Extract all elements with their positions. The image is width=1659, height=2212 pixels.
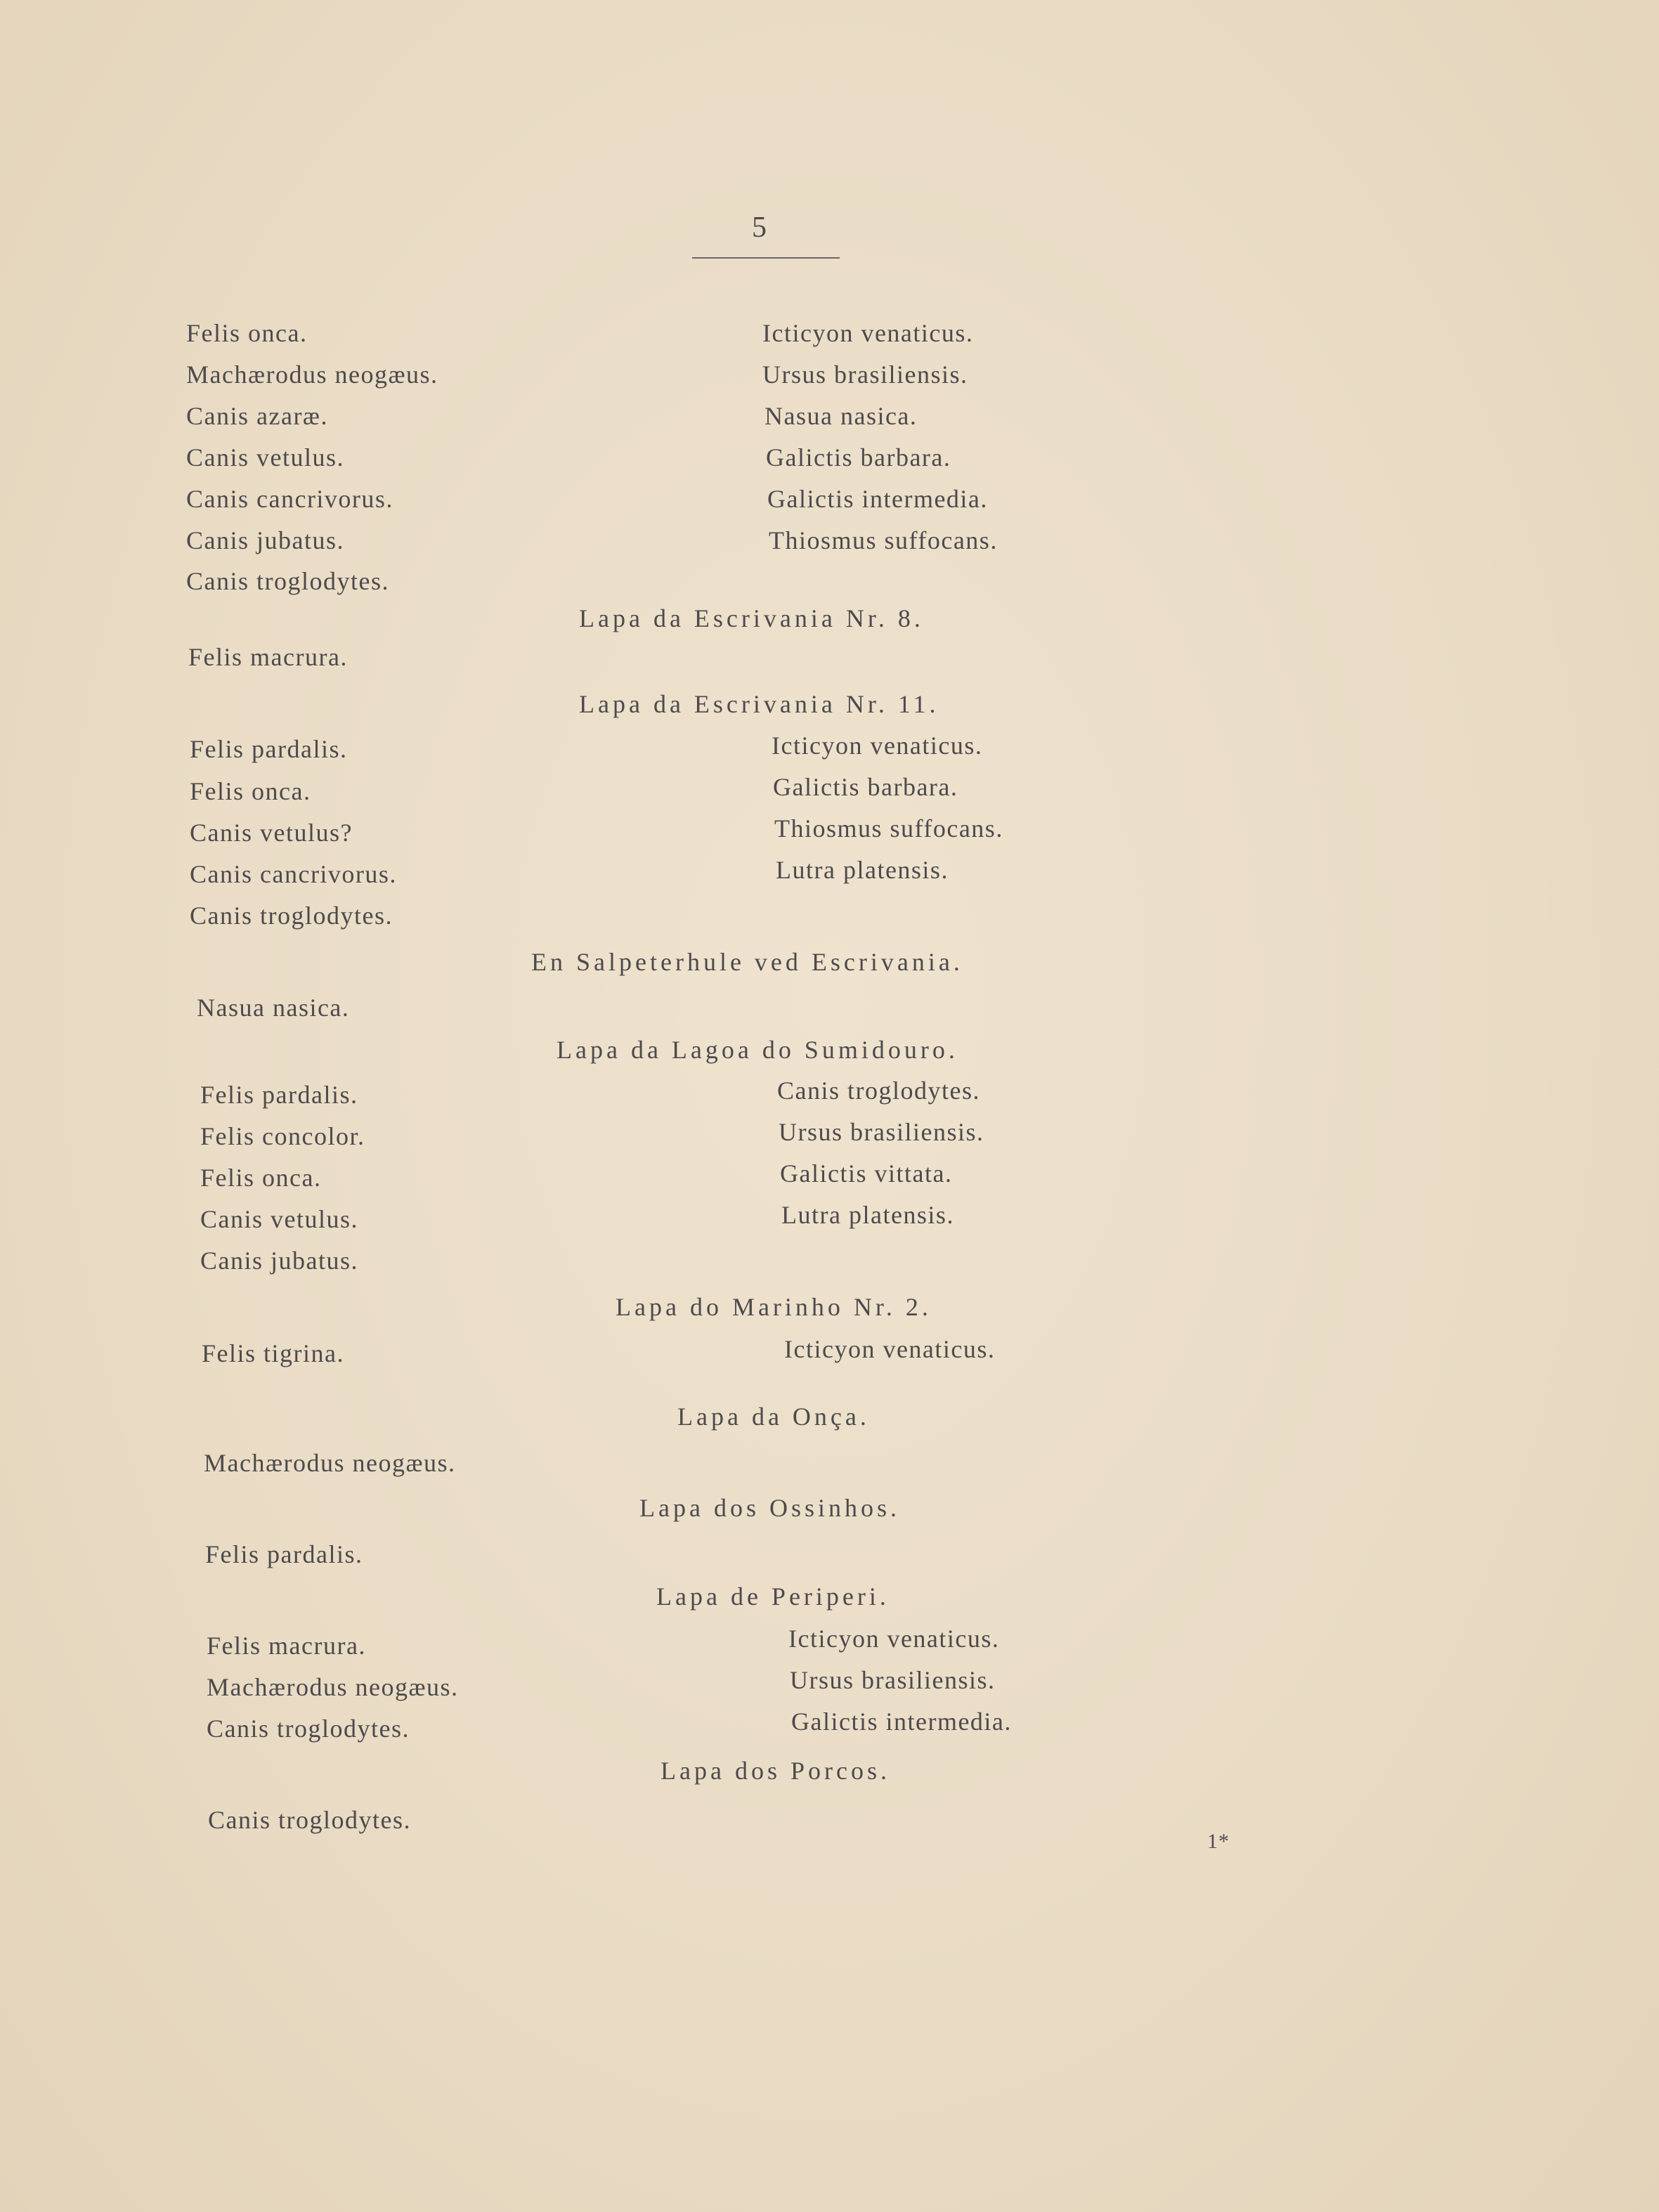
locality-heading: Lapa da Lagoa do Sumidouro.: [557, 1036, 958, 1064]
header-rule: [692, 257, 840, 259]
right-entry: Icticyon venaticus.: [784, 1335, 996, 1363]
left-entry: Felis pardalis.: [200, 1081, 358, 1109]
right-entry: Galictis intermedia.: [791, 1707, 1012, 1736]
left-entry: Felis pardalis.: [190, 735, 348, 763]
right-entry: Canis troglodytes.: [777, 1076, 980, 1105]
right-entry: Thiosmus suffocans.: [769, 526, 998, 554]
right-entry: Ursus brasiliensis.: [790, 1666, 996, 1694]
locality-heading: Lapa de Periperi.: [656, 1582, 890, 1611]
left-entry: Canis azaræ.: [186, 402, 328, 430]
left-entry: Canis troglodytes.: [186, 567, 389, 595]
right-entry: Lutra platensis.: [781, 1201, 954, 1229]
left-entry: Felis onca.: [186, 319, 308, 347]
left-entry: Felis tigrina.: [202, 1339, 344, 1367]
left-entry: Felis macrura.: [207, 1632, 366, 1660]
right-entry: Galictis barbara.: [766, 443, 951, 471]
right-entry: Ursus brasiliensis.: [762, 360, 968, 389]
right-entry: Icticyon venaticus.: [788, 1625, 1000, 1653]
right-entry: Icticyon venaticus.: [772, 731, 983, 760]
left-entry: Canis vetulus.: [200, 1205, 358, 1233]
locality-heading: En Salpeterhule ved Escrivania.: [531, 948, 963, 976]
left-entry: Felis onca.: [190, 777, 311, 805]
right-entry: Nasua nasica.: [765, 402, 918, 430]
left-entry: Canis cancrivorus.: [186, 485, 393, 513]
left-entry: Canis jubatus.: [200, 1247, 358, 1275]
left-entry: Canis jubatus.: [186, 526, 344, 554]
locality-heading: Lapa do Marinho Nr. 2.: [616, 1293, 932, 1321]
right-entry: Icticyon venaticus.: [762, 319, 974, 347]
signature-mark: 1*: [1207, 1830, 1230, 1853]
left-entry: Canis troglodytes.: [208, 1806, 411, 1834]
right-entry: Galictis intermedia.: [767, 485, 988, 513]
left-entry: Machærodus neogæus.: [204, 1449, 456, 1477]
right-entry: Galictis vittata.: [780, 1159, 953, 1188]
left-entry: Canis troglodytes.: [190, 902, 393, 930]
left-entry: Canis cancrivorus.: [190, 860, 397, 888]
locality-heading: Lapa da Escrivania Nr. 8.: [579, 604, 924, 632]
left-entry: Nasua nasica.: [197, 994, 350, 1022]
left-entry: Machærodus neogæus.: [186, 360, 438, 389]
locality-heading: Lapa da Onça.: [677, 1403, 870, 1431]
locality-heading: Lapa dos Ossinhos.: [639, 1494, 900, 1522]
locality-heading: Lapa da Escrivania Nr. 11.: [579, 690, 939, 718]
right-entry: Thiosmus suffocans.: [774, 814, 1003, 842]
left-entry: Canis troglodytes.: [207, 1715, 410, 1743]
left-entry: Machærodus neogæus.: [207, 1673, 459, 1701]
right-entry: Lutra platensis.: [776, 856, 949, 884]
left-entry: Felis onca.: [200, 1164, 322, 1192]
right-entry: Ursus brasiliensis.: [779, 1118, 984, 1146]
left-entry: Canis vetulus.: [186, 443, 344, 471]
right-entry: Galictis barbara.: [773, 773, 958, 801]
locality-heading: Lapa dos Porcos.: [661, 1757, 890, 1785]
left-entry: Canis vetulus?: [190, 819, 353, 847]
left-entry: Felis concolor.: [200, 1122, 365, 1150]
page-number: 5: [752, 212, 767, 244]
left-entry: Felis macrura.: [188, 643, 348, 671]
left-entry: Felis pardalis.: [205, 1540, 363, 1568]
